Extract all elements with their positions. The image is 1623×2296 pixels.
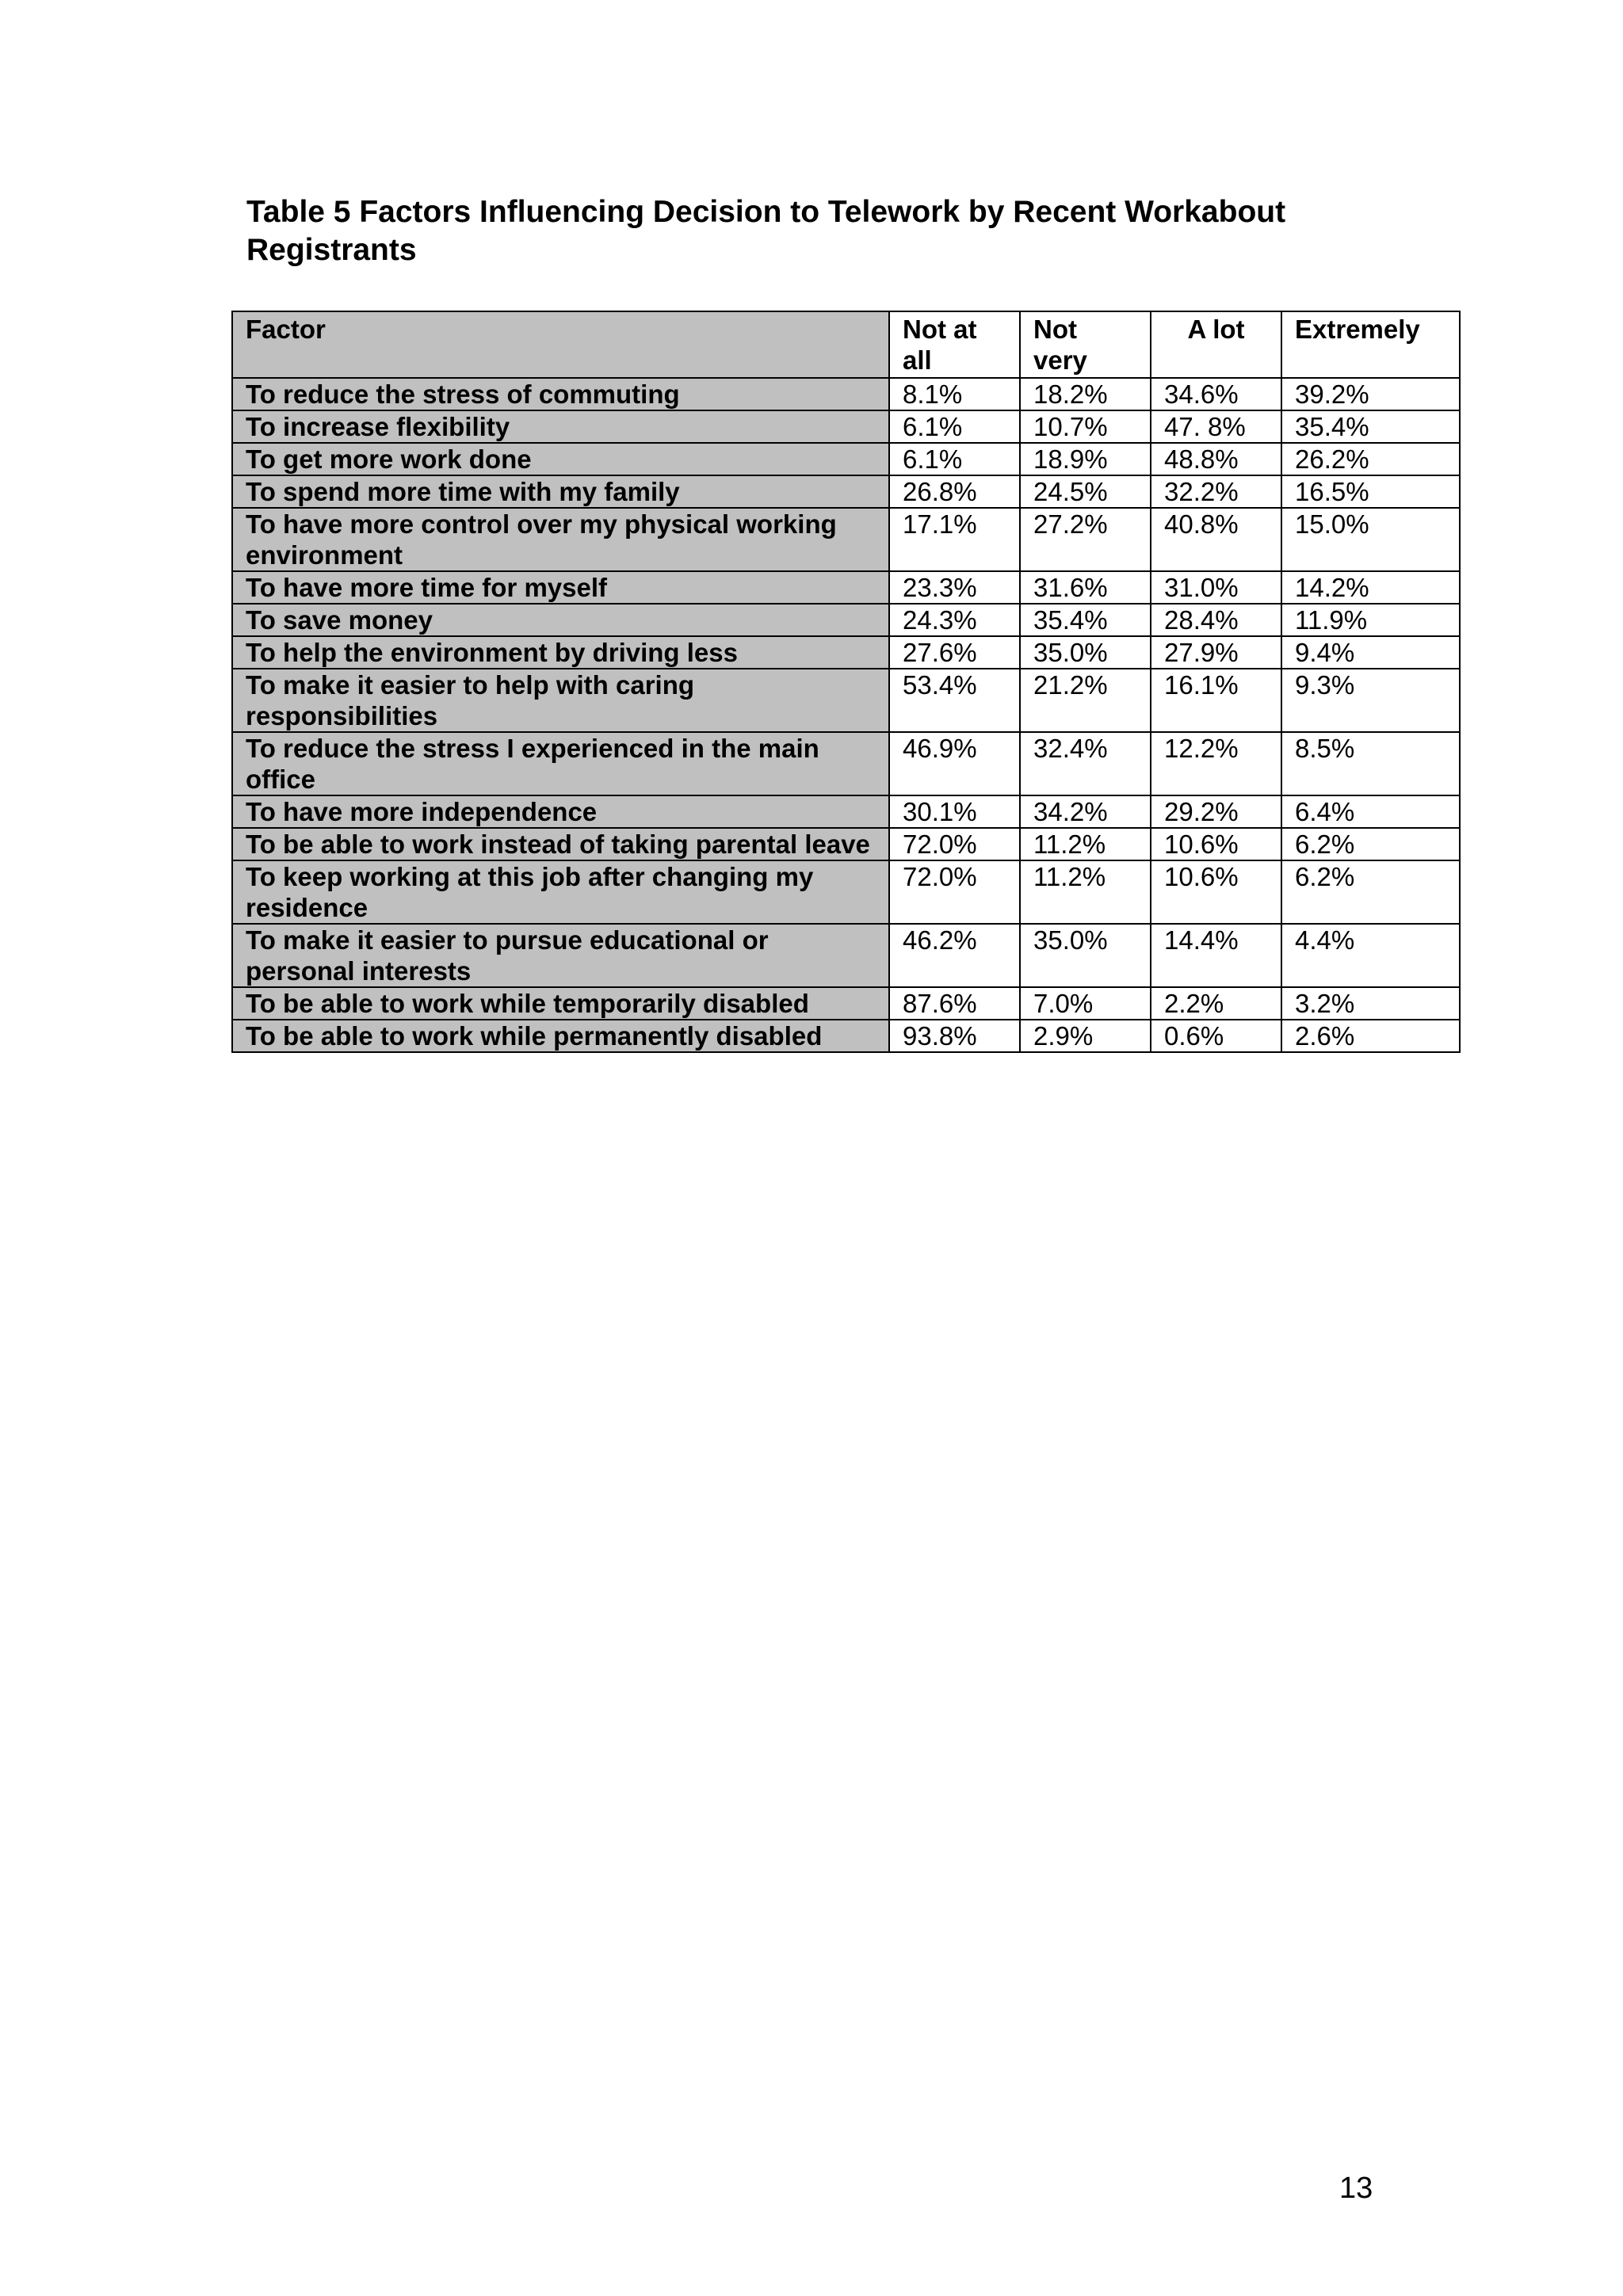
value-cell: 35.0% xyxy=(1020,636,1151,669)
table-row xyxy=(232,828,1460,860)
value-cell: 16.1% xyxy=(1151,669,1281,732)
value-cell: 15.0% xyxy=(1281,508,1460,571)
value-cell: 87.6% xyxy=(889,987,1020,1020)
value-cell: 35.4% xyxy=(1281,410,1460,443)
factor-cell: To keep working at this job after changing my residence xyxy=(232,860,889,924)
value-cell: 47. 8% xyxy=(1151,410,1281,443)
value-cell: 4.4% xyxy=(1281,924,1460,987)
page-title: Table 5 Factors Influencing Decision to Telework by Recent Workabout Registrants xyxy=(246,195,1286,267)
value-cell: 48.8% xyxy=(1151,443,1281,475)
value-cell: 8.1% xyxy=(889,378,1020,410)
value-cell: 21.2% xyxy=(1020,669,1151,732)
value-cell: 12.2% xyxy=(1151,732,1281,795)
value-cell: 27.2% xyxy=(1020,508,1151,571)
factor-cell: To make it easier to pursue educational or personal interests xyxy=(232,924,889,987)
factor-cell: To reduce the stress of commuting xyxy=(232,378,889,410)
column-header-not-very: Not very xyxy=(1020,311,1151,378)
factor-cell: To be able to work while permanently disabled xyxy=(232,1020,889,1052)
table-row xyxy=(232,378,1460,410)
value-cell: 40.8% xyxy=(1151,508,1281,571)
value-cell: 6.1% xyxy=(889,443,1020,475)
value-cell: 72.0% xyxy=(889,828,1020,860)
value-cell: 18.2% xyxy=(1020,378,1151,410)
value-cell: 31.0% xyxy=(1151,571,1281,604)
value-cell: 23.3% xyxy=(889,571,1020,604)
table-row xyxy=(232,987,1460,1020)
value-cell: 26.8% xyxy=(889,475,1020,508)
value-cell: 30.1% xyxy=(889,795,1020,828)
value-cell: 34.6% xyxy=(1151,378,1281,410)
value-cell: 0.6% xyxy=(1151,1020,1281,1052)
factor-cell: To have more independence xyxy=(232,795,889,828)
page-number: 13 xyxy=(1339,2172,1373,2205)
value-cell: 3.2% xyxy=(1281,987,1460,1020)
value-cell: 10.6% xyxy=(1151,828,1281,860)
factor-cell: To get more work done xyxy=(232,443,889,475)
factors-table xyxy=(231,311,1461,1053)
column-header-a-lot: A lot xyxy=(1151,311,1281,378)
value-cell: 6.1% xyxy=(889,410,1020,443)
value-cell: 11.2% xyxy=(1020,860,1151,924)
factor-cell: To have more time for myself xyxy=(232,571,889,604)
value-cell: 53.4% xyxy=(889,669,1020,732)
value-cell: 6.2% xyxy=(1281,828,1460,860)
value-cell: 10.7% xyxy=(1020,410,1151,443)
table-row xyxy=(232,508,1460,571)
table-body xyxy=(232,378,1460,1052)
value-cell: 26.2% xyxy=(1281,443,1460,475)
value-cell: 46.9% xyxy=(889,732,1020,795)
factor-cell: To be able to work while temporarily disabled xyxy=(232,987,889,1020)
column-header-extremely: Extremely xyxy=(1281,311,1460,378)
value-cell: 9.3% xyxy=(1281,669,1460,732)
value-cell: 10.6% xyxy=(1151,860,1281,924)
table-row xyxy=(232,1020,1460,1052)
value-cell: 14.2% xyxy=(1281,571,1460,604)
value-cell: 18.9% xyxy=(1020,443,1151,475)
value-cell: 32.2% xyxy=(1151,475,1281,508)
factor-cell: To help the environment by driving less xyxy=(232,636,889,669)
value-cell: 2.6% xyxy=(1281,1020,1460,1052)
value-cell: 24.3% xyxy=(889,604,1020,636)
table-row xyxy=(232,475,1460,508)
value-cell: 31.6% xyxy=(1020,571,1151,604)
value-cell: 8.5% xyxy=(1281,732,1460,795)
table-row xyxy=(232,571,1460,604)
factor-cell: To have more control over my physical working environment xyxy=(232,508,889,571)
value-cell: 32.4% xyxy=(1020,732,1151,795)
value-cell: 6.2% xyxy=(1281,860,1460,924)
table-row xyxy=(232,924,1460,987)
table-row xyxy=(232,860,1460,924)
value-cell: 16.5% xyxy=(1281,475,1460,508)
value-cell: 6.4% xyxy=(1281,795,1460,828)
table-row xyxy=(232,443,1460,475)
value-cell: 17.1% xyxy=(889,508,1020,571)
value-cell: 72.0% xyxy=(889,860,1020,924)
value-cell: 9.4% xyxy=(1281,636,1460,669)
column-header-not-at-all: Not at all xyxy=(889,311,1020,378)
value-cell: 34.2% xyxy=(1020,795,1151,828)
value-cell: 11.9% xyxy=(1281,604,1460,636)
value-cell: 11.2% xyxy=(1020,828,1151,860)
value-cell: 2.2% xyxy=(1151,987,1281,1020)
value-cell: 7.0% xyxy=(1020,987,1151,1020)
table-header-row xyxy=(232,311,1460,378)
value-cell: 29.2% xyxy=(1151,795,1281,828)
table-row xyxy=(232,795,1460,828)
factor-cell: To be able to work instead of taking parental leave xyxy=(232,828,889,860)
value-cell: 27.9% xyxy=(1151,636,1281,669)
value-cell: 39.2% xyxy=(1281,378,1460,410)
factor-cell: To spend more time with my family xyxy=(232,475,889,508)
factor-cell: To make it easier to help with caring responsibilities xyxy=(232,669,889,732)
factor-cell: To reduce the stress I experienced in the main office xyxy=(232,732,889,795)
table-row xyxy=(232,732,1460,795)
value-cell: 35.4% xyxy=(1020,604,1151,636)
table-row xyxy=(232,604,1460,636)
value-cell: 24.5% xyxy=(1020,475,1151,508)
value-cell: 14.4% xyxy=(1151,924,1281,987)
column-header-factor: Factor xyxy=(232,311,889,378)
value-cell: 93.8% xyxy=(889,1020,1020,1052)
value-cell: 28.4% xyxy=(1151,604,1281,636)
table-row xyxy=(232,669,1460,732)
factor-cell: To increase flexibility xyxy=(232,410,889,443)
value-cell: 35.0% xyxy=(1020,924,1151,987)
factor-cell: To save money xyxy=(232,604,889,636)
table-row xyxy=(232,410,1460,443)
table-row xyxy=(232,636,1460,669)
value-cell: 46.2% xyxy=(889,924,1020,987)
value-cell: 2.9% xyxy=(1020,1020,1151,1052)
value-cell: 27.6% xyxy=(889,636,1020,669)
